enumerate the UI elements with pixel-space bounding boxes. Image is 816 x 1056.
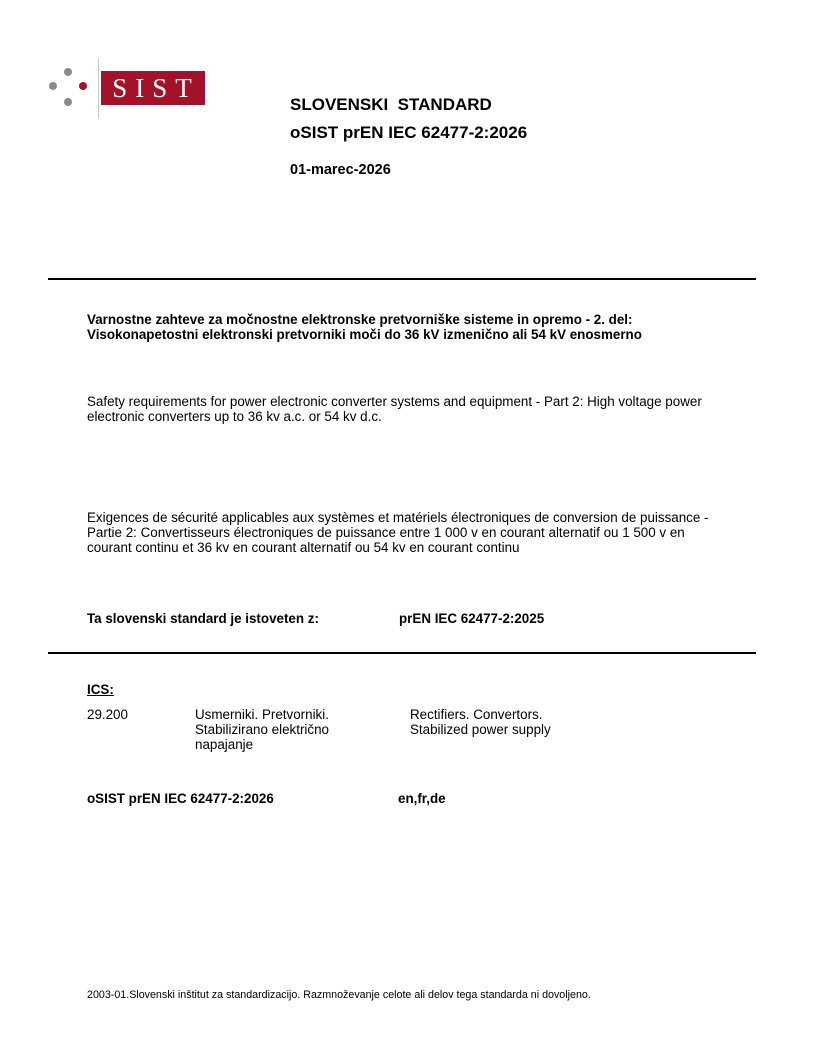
header-standard-id: oSIST prEN IEC 62477-2:2026: [290, 123, 528, 142]
bottom-rule: [48, 652, 756, 654]
logo-dot-3: [79, 82, 87, 90]
footer-copyright: 2003-01.Slovenski inštitut za standardizacijo. Razmnoževanje celote ali delov tega standarda ni dovoljeno.: [87, 989, 591, 1001]
ics-description-english: Rectifiers. Convertors. Stabilized power supply: [410, 707, 551, 737]
ics-heading: ICS:: [87, 682, 114, 697]
document-id: oSIST prEN IEC 62477-2:2026: [87, 791, 274, 806]
logo-divider: [98, 58, 99, 119]
document-languages: en,fr,de: [398, 791, 446, 806]
ics-code: 29.200: [87, 707, 128, 722]
logo-dot-4: [64, 98, 72, 106]
title-english: Safety requirements for power electronic converter systems and equipment - Part 2: High voltage power electronic converters up to 36 kv a.c. or 54 kv d.c.: [87, 394, 702, 424]
title-french: Exigences de sécurité applicables aux systèmes et matériels électroniques de conversion de puissance - Partie 2: Convertisseurs électroniques de puissance entre 1 000 v en courant alternatif ou 1 500 v en courant continu et 36 kv en courant alternatif ou 54 kv en courant continu: [87, 510, 709, 555]
logo-dot-1: [64, 68, 72, 76]
top-rule: [48, 278, 756, 280]
title-slovenian: Varnostne zahteve za močnostne elektronske pretvorniške sisteme in opremo - 2. del: Visokonapetostni elektronski pretvorniki moči do 36 kV izmenično ali 54 kV enosmerno: [87, 312, 642, 342]
ics-description-slovenian: Usmerniki. Pretvorniki. Stabilizirano električno napajanje: [195, 707, 329, 752]
header-date: 01-marec-2026: [290, 162, 391, 178]
logo-wordmark: SIST: [101, 71, 205, 105]
header-standard-type: SLOVENSKI STANDARD: [290, 95, 492, 114]
identical-label: Ta slovenski standard je istoveten z:: [87, 611, 319, 626]
identical-value: prEN IEC 62477-2:2025: [399, 611, 545, 626]
logo-dot-2: [49, 82, 57, 90]
